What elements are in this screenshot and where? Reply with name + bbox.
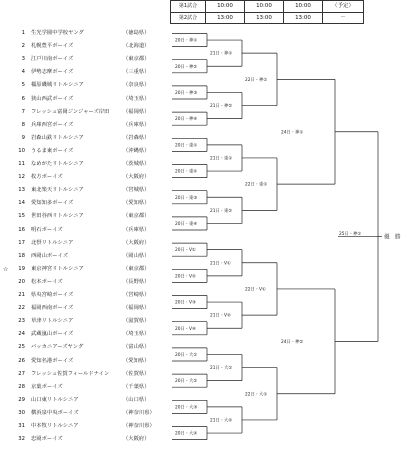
team-number: 18 [18, 252, 25, 259]
round1-match-label: 20日・神② [175, 64, 198, 70]
team-prefecture: （北海道） [123, 43, 150, 50]
team-prefecture: （宮崎県） [123, 292, 150, 298]
team-number: 32 [18, 436, 25, 443]
round1-match-label: 20日・東④ [175, 221, 198, 227]
team-name: なめがたリトルシニア [31, 161, 84, 167]
round1-match-label: 20日・東② [175, 169, 198, 175]
team-prefecture: （愛知県） [123, 200, 150, 207]
schedule-cell: 10:00 [245, 1, 284, 13]
round1-match-label: 20日・神① [175, 38, 198, 44]
team-number: 15 [18, 213, 25, 220]
team-name: 中本牧リトルシニア [31, 423, 79, 429]
team-number: 23 [18, 318, 25, 325]
team-prefecture: （三重県） [123, 69, 150, 76]
team-number: 2 [21, 43, 25, 50]
team-name: 草津リトルシニア [31, 318, 74, 325]
schedule-cell: （予定） [323, 1, 364, 13]
team-number: 1 [21, 30, 25, 36]
schedule-cell: 10:00 [284, 1, 323, 13]
highlight-star: ☆ [3, 265, 9, 273]
round2-match-label: 21日・東① [210, 156, 233, 162]
round1-match-label: 20日・V④ [175, 326, 196, 332]
team-name: 狭山西武ボーイズ [31, 95, 74, 102]
team-name: フレッシュ佐賀フィールドナイン [31, 370, 110, 377]
team-prefecture: （神奈川県） [123, 409, 155, 416]
schedule-cell: 13:00 [284, 12, 323, 24]
team-prefecture: （山口県） [123, 396, 150, 403]
round1-match-label: 20日・V① [175, 248, 196, 254]
team-number: 28 [18, 383, 25, 390]
team-prefecture: （沖縄県） [123, 147, 150, 154]
team-prefecture: （埼玉県） [123, 331, 150, 338]
team-name: 橿原磯城リトルシニア [31, 82, 84, 89]
team-prefecture: （埼玉県） [123, 95, 150, 102]
team-name: 愛知知多ボーイズ [31, 200, 74, 207]
team-number: 29 [18, 396, 25, 403]
team-name: 岩森山鉄リトルシニア [31, 134, 84, 141]
round3-match-label: 22日・大① [245, 392, 268, 398]
team-number: 21 [18, 292, 25, 298]
team-prefecture: （東京都） [123, 213, 150, 220]
round3-match-label: 22日・V① [245, 287, 266, 293]
team-prefecture: （滋賀県） [123, 318, 150, 325]
team-number: 17 [18, 239, 25, 246]
team-number: 8 [21, 121, 25, 128]
round3-match-label: 22日・東① [245, 182, 268, 188]
team-number: 5 [21, 82, 25, 89]
team-name: 江戸川南ボーイズ [31, 56, 74, 63]
team-prefecture: （茨城県） [123, 161, 150, 167]
team-name: 横浜泉中央ボーイズ [31, 409, 79, 416]
team-number: 26 [18, 357, 25, 364]
team-number: 31 [18, 423, 25, 429]
schedule-cell: 13:00 [206, 12, 245, 24]
team-prefecture: （宮城県） [123, 187, 150, 194]
schedule-cell: 13:00 [245, 12, 284, 24]
round2-match-label: 21日・神① [210, 51, 233, 57]
round2-match-label: 21日・V② [210, 313, 231, 319]
team-name: うるま東ボーイズ [31, 147, 74, 154]
team-name: 伊勢志摩ボーイズ [31, 69, 74, 76]
schedule-cell: 10:00 [206, 1, 245, 13]
team-name: 西岡山ボーイズ [31, 252, 69, 259]
team-number: 22 [18, 305, 25, 312]
round1-match-label: 20日・神④ [175, 117, 198, 123]
team-name: 兵庫西宮ボーイズ [31, 121, 74, 128]
round2-match-label: 21日・大② [210, 418, 233, 424]
team-name: 山口東リトルシニア [31, 396, 79, 403]
team-prefecture: （福岡県） [123, 305, 150, 312]
team-prefecture: （大阪府） [123, 436, 150, 443]
team-number: 19 [18, 265, 25, 272]
team-prefecture: （富山県） [123, 344, 150, 351]
team-number: 13 [18, 187, 25, 194]
team-prefecture: （岩森県） [123, 134, 150, 141]
team-prefecture: （兵庫県） [123, 226, 150, 233]
team-name: 北摂リトルシニア [31, 239, 74, 246]
round1-match-label: 20日・大① [175, 352, 198, 358]
round1-match-label: 20日・神③ [175, 90, 198, 96]
round2-match-label: 21日・V① [210, 261, 231, 267]
team-prefecture: （佐賀県） [123, 370, 150, 377]
round1-match-label: 20日・大④ [175, 431, 198, 437]
schedule-label: 第2試合 [171, 12, 206, 24]
team-number: 14 [18, 200, 25, 207]
team-prefecture: （長野県） [123, 278, 150, 285]
team-name: 明石ボーイズ [31, 226, 63, 233]
team-name: 愛知名港ボーイズ [31, 357, 74, 364]
round1-match-label: 20日・大② [175, 379, 198, 385]
team-prefecture: （東京都） [123, 265, 150, 272]
team-name: 福岡西南ボーイズ [31, 305, 74, 312]
round1-match-label: 20日・V③ [175, 300, 196, 306]
round1-match-label: 20日・大③ [175, 405, 198, 411]
team-prefecture: （岡山県） [123, 252, 150, 259]
round2-match-label: 21日・神② [210, 104, 233, 110]
team-name: 生光学園中学校ヤング [31, 30, 84, 36]
team-number: 20 [18, 278, 25, 285]
semifinal-match-label: 24日・神① [281, 130, 304, 136]
team-prefecture: （大阪府） [123, 239, 150, 246]
team-prefecture: （神奈川県） [123, 423, 155, 429]
team-number: 6 [21, 95, 25, 102]
team-prefecture: （千葉県） [123, 383, 150, 390]
team-number: 16 [18, 226, 25, 233]
round1-match-label: 20日・東① [175, 143, 198, 149]
team-prefecture: （奈良県） [123, 82, 150, 89]
team-prefecture: （福岡県） [123, 108, 150, 115]
team-number: 25 [18, 344, 25, 351]
team-prefecture: （東京都） [123, 56, 150, 63]
team-number: 4 [21, 69, 25, 76]
team-name: 京葉ボーイズ [31, 383, 63, 390]
team-name: 松本ボーイズ [31, 278, 63, 285]
team-number: 7 [21, 108, 25, 115]
champion-label: 優 勝 [384, 234, 401, 241]
team-number: 11 [18, 161, 25, 167]
team-name: 世田谷西リトルシニア [31, 213, 84, 220]
team-name: 東京神宮リトルシニア [31, 265, 84, 272]
team-name: 枚方ボーイズ [31, 174, 63, 181]
team-number: 30 [18, 409, 25, 416]
team-prefecture: （大阪府） [123, 174, 150, 181]
team-number: 12 [18, 174, 25, 181]
round2-match-label: 21日・大① [210, 366, 233, 372]
team-prefecture: （徳島県） [123, 30, 150, 36]
team-number: 27 [18, 370, 25, 377]
semifinal-match-label: 24日・神② [281, 339, 304, 345]
round1-match-label: 20日・東③ [175, 195, 198, 201]
team-number: 24 [18, 331, 25, 338]
team-name: 東北楽天リトルシニア [31, 187, 84, 194]
team-prefecture: （兵庫県） [123, 121, 150, 128]
round1-match-label: 20日・V② [175, 274, 196, 280]
team-name: 武蔵嵐山ボーイズ [31, 331, 74, 338]
round3-match-label: 22日・神① [245, 77, 268, 83]
final-match-label: 25日・神① [339, 232, 362, 238]
team-prefecture: （愛知県） [123, 357, 150, 364]
team-number: 9 [21, 134, 25, 141]
round2-match-label: 21日・東② [210, 208, 233, 214]
schedule-cell: － [323, 12, 364, 24]
team-name: 忠岡ボーイズ [31, 436, 63, 443]
team-name: バッカニアーズヤング [31, 344, 84, 351]
team-number: 3 [21, 56, 25, 63]
team-name: 札幌豊平ボーイズ [31, 43, 74, 50]
team-name: 県央宮崎ボーイズ [31, 292, 74, 298]
team-name: フレッシュ富岡ジンジャーズ岸田 [31, 108, 110, 115]
team-number: 10 [18, 147, 25, 154]
schedule-label: 第1試合 [171, 1, 206, 13]
